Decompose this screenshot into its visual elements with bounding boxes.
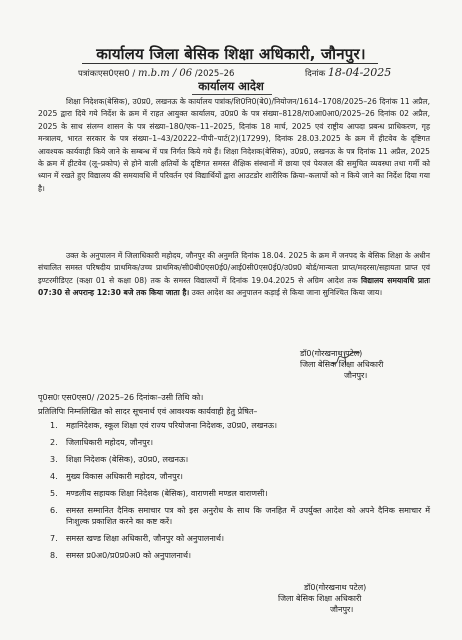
office-title: कार्यालय जिला बेसिक शिक्षा अधिकारी, जौनपुर। <box>96 45 366 63</box>
paragraph-2-text-a: उक्त के अनुपालन में जिलाधिकारी महोदय, जौनपुर की अनुमति दिनांक 18.04. 2025 के क्रम में जनपद के बेसिक शिक्षा के अधीन संचालित समस्त परिषदीय प्राथमिक/उच्च प्राथमिक/सी0बी0एस0ई0/आई0सी0एस0ई0/उ0प्र0 बोर्ड/मान्यता प्राप्त/मदरसा/सहायता प्राप्त एवं इण्टरमीडिएट (कक्षा 01 से कक्षा 08) तक के समस्त विद्यालयों में दिनांक 19.04.2025 से अग्रिम आदेश तक <box>38 251 430 285</box>
list-item: 7. समस्त खण्ड शिक्षा अधिकारी, जौनपुर को अनुपालनार्थ। <box>50 534 224 543</box>
paragraph-2 <box>38 250 430 300</box>
signature-block-2 <box>278 582 366 615</box>
ref-suffix: /2025–26 <box>194 69 235 79</box>
list-item: 3. शिक्षा निदेशक (बेसिक), उ0प्र0, लखनऊ। <box>50 455 189 464</box>
date-line <box>305 66 391 79</box>
list-item: 2. जिलाधिकारी महोदय, जौनपुर। <box>50 438 153 447</box>
paragraph-2-text-b: उक्त आदेश का अनुपालन कड़ाई से किया जाना सुनिश्चित किया जाय। <box>189 288 383 298</box>
ref-prefix: पत्रांकःएस0एस0 / <box>78 69 136 79</box>
paragraph-2-timing: विद्यालय समयावधि प्रातः 07:30 से अपरान्ह 12:30 बजे तक किया जाता है। <box>38 275 430 298</box>
reference-line <box>78 68 234 79</box>
signatory-designation: जिला बेसिक शिक्षा अधिकारी <box>278 594 362 603</box>
date-handwritten: 18-04-2025 <box>327 66 392 79</box>
order-title-underline <box>192 94 272 95</box>
list-item: 8. समस्त प्र0अ0/प्र0प्र0अ0 को अनुपालनार्थ। <box>50 551 191 560</box>
signatory-name: डॉ0(गोरखनाथ पटेल) <box>304 583 367 592</box>
list-item: 4. मुख्य विकास अधिकारी महोदय, जौनपुर। <box>50 472 183 481</box>
list-item: 5. मण्डलीय सहायक शिक्षा निदेशक (बेसिक), वाराणसी मण्डल वाराणसी। <box>50 489 268 498</box>
date-label: दिनांक <box>305 69 326 79</box>
title-underline <box>82 63 378 64</box>
list-item: 1. महानिदेशक, स्कूल शिक्षा एवं राज्य परियोजना निदेशक, उ0प्र0, लखनऊ। <box>50 421 278 430</box>
signatory-designation: जिला बेसिक शिक्षा अधिकारी <box>300 360 384 369</box>
signatory-name: डॉ0(गोरखनाथ पटेल) <box>300 349 363 358</box>
list-item: 6. समस्त सम्मानित दैनिक समाचार पत्र को इस अनुरोध के साथ कि जनहित में उपर्युक्त आदेश को अपने दैनिक समाचार में निःशुल्क प्रकाशित करने का कष्ट करें। <box>50 506 430 526</box>
paragraph-1: शिक्षा निदेशक(बेसिक), उ0प्र0, लखनऊ के कार्यालय पत्रांक/शि0नि0(बे0)/नियोजन/1614–1708/2025–26 दिनांक 11 अप्रैल, 2025 द्वारा दिये गये निर्देश के क्रम में राहत आयुक्त कार्यालय, उ0प्र0 के पत्र संख्या–8128/रा0आ0आ0/2025–26 दिनांक 02 अप्रैल, 2025 के साथ संलग्न शासन के पत्र संख्या–180/एक–11–2025, दिनांक 18 मार्च, 2025 एवं राष्ट्रीय आपदा प्रबन्ध प्राधिकरण, गृह मन्त्रालय, भारत सरकार के पत्र संख्या–1–43/20222–पीपी–पार्ट(2)(17299), दिनांक 28.03.2025 के क्रम में हीटवेव के दृष्टिगत आवश्यक कार्यवाही किये जाने के सम्बन्ध में पत्र निर्गत किये गये हैं। शिक्षा निदेशक(बेसिक), उ0प्र0, लखनऊ के पत्र दिनांक 11 अप्रैल, 2025 के क्रम में हीटवेव (लू–प्रकोप) से होने वाली क्षतियों के दृष्टिगत समस्त शैक्षिक संस्थानों में छाया एवं पेयजल की समुचित व्यवस्था तथा गर्मी को ध्यान में रखते हुए विद्यालय की समयावधि में परिवर्तन एवं विद्यार्थियों द्वारा आउटडोर शारीरिक क्रिया–कलापों को न किये जाने का निर्देश दिया गया है। <box>38 97 430 193</box>
copy-recipient-list <box>50 420 430 567</box>
ref-handwritten: m.b.m / 06 <box>137 68 193 79</box>
signatory-place: जौनपुर। <box>344 371 368 380</box>
signature-block-1 <box>300 348 383 381</box>
order-title: कार्यालय आदेश <box>198 79 264 93</box>
copy-reference-line: पृ0स0ः एस0एस0/ /2025–26 दिनांकः–उसी तिथि को। <box>38 393 204 402</box>
signatory-place: जौनपुर। <box>330 605 354 614</box>
copy-intro: प्रतिलिपिः निम्नलिखित को सादर सूचनार्थ एवं आवश्यक कार्यवाही हेतु प्रेषित– <box>38 407 258 416</box>
